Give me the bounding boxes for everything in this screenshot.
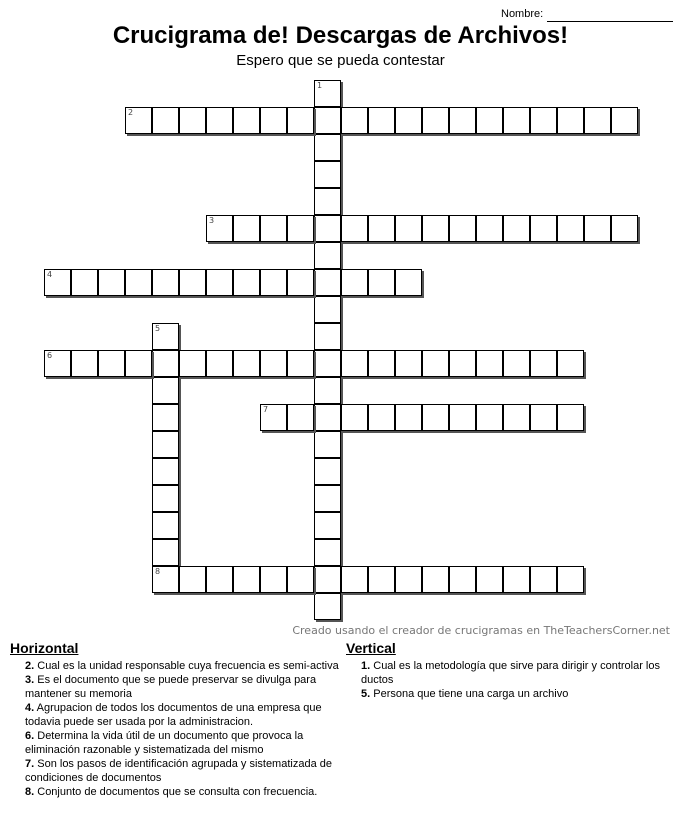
clue-item-text: Cual es la metodología que sirve para dirigir y controlar los ductos	[361, 660, 660, 686]
clue-item	[10, 673, 340, 701]
crossword-cell[interactable]	[314, 350, 341, 377]
crossword-cell[interactable]	[395, 269, 422, 296]
crossword-cell[interactable]	[125, 269, 152, 296]
crossword-cell[interactable]	[152, 431, 179, 458]
crossword-cell[interactable]	[260, 404, 287, 431]
crossword-cell[interactable]	[314, 431, 341, 458]
crossword-cell[interactable]	[287, 566, 314, 593]
crossword-cell[interactable]	[152, 107, 179, 134]
crossword-cell[interactable]	[260, 350, 287, 377]
crossword-cell[interactable]	[503, 350, 530, 377]
crossword-cell[interactable]	[449, 404, 476, 431]
clue-item-text: Agrupacion de todos los documentos de una empresa que todavia puede ser usada por la administracion.	[25, 702, 322, 728]
clue-item-text: Son los pasos de identificación agrupada y sistematizada de condiciones de documentos	[25, 758, 332, 784]
crossword-cell[interactable]	[314, 215, 341, 242]
crossword-cell[interactable]	[341, 566, 368, 593]
crossword-cell[interactable]	[395, 404, 422, 431]
crossword-cell[interactable]	[152, 404, 179, 431]
crossword-cell[interactable]	[530, 566, 557, 593]
crossword-cell[interactable]	[368, 107, 395, 134]
crossword-cell[interactable]	[287, 350, 314, 377]
crossword-cell[interactable]	[314, 593, 341, 620]
crossword-cell[interactable]	[314, 485, 341, 512]
clue-number: 4	[47, 270, 53, 279]
credit-text: Creado usando el creador de crucigramas en TheTeachersCorner.net	[292, 624, 670, 637]
crossword-cell[interactable]	[314, 539, 341, 566]
clue-item-number: 2.	[25, 660, 35, 672]
crossword-cell[interactable]	[341, 215, 368, 242]
crossword-cell[interactable]	[260, 107, 287, 134]
clue-item-number: 4.	[25, 702, 35, 714]
crossword-cell[interactable]	[476, 107, 503, 134]
crossword-cell[interactable]	[314, 134, 341, 161]
crossword-cell[interactable]	[152, 377, 179, 404]
down-heading: Vertical	[346, 640, 396, 656]
crossword-cell[interactable]	[530, 107, 557, 134]
clue-item	[10, 659, 340, 673]
crossword-cell[interactable]	[611, 215, 638, 242]
crossword-cell[interactable]	[152, 566, 179, 593]
crossword-cell[interactable]	[368, 404, 395, 431]
crossword-cell[interactable]	[125, 350, 152, 377]
crossword-cell[interactable]	[314, 296, 341, 323]
crossword-cell[interactable]	[260, 269, 287, 296]
crossword-cell[interactable]	[530, 404, 557, 431]
crossword-cell[interactable]	[152, 269, 179, 296]
crossword-cell[interactable]	[314, 269, 341, 296]
clue-item-number: 6.	[25, 730, 35, 742]
clue-number: 6	[47, 351, 53, 360]
crossword-cell[interactable]	[503, 404, 530, 431]
clue-number: 8	[155, 567, 161, 576]
crossword-cell[interactable]	[530, 350, 557, 377]
crossword-cell[interactable]	[314, 188, 341, 215]
crossword-cell[interactable]	[476, 215, 503, 242]
crossword-cell[interactable]	[314, 242, 341, 269]
crossword-cell[interactable]	[152, 512, 179, 539]
crossword-cell[interactable]	[584, 107, 611, 134]
crossword-cell[interactable]	[503, 215, 530, 242]
crossword-cell[interactable]	[125, 107, 152, 134]
across-heading: Horizontal	[10, 640, 79, 656]
crossword-cell[interactable]	[44, 350, 71, 377]
crossword-cell[interactable]	[476, 566, 503, 593]
crossword-cell[interactable]	[584, 215, 611, 242]
clue-item-number: 7.	[25, 758, 35, 770]
clue-item-text: Persona que tiene una carga un archivo	[370, 688, 569, 700]
clue-item-text: Es el documento que se puede preservar se divulga para mantener su memoria	[25, 674, 317, 700]
clue-item-text: Conjunto de documentos que se consulta con frecuencia.	[34, 786, 318, 798]
crossword-cell[interactable]	[422, 215, 449, 242]
crossword-cell[interactable]	[314, 323, 341, 350]
crossword-cell[interactable]	[179, 566, 206, 593]
clue-item	[10, 701, 340, 729]
crossword-cell[interactable]	[233, 350, 260, 377]
name-label: Nombre:	[501, 8, 544, 20]
crossword-cell[interactable]	[287, 107, 314, 134]
crossword-cell[interactable]	[557, 107, 584, 134]
clue-number: 3	[209, 216, 215, 225]
down-clue-list	[346, 659, 676, 701]
crossword-cell[interactable]	[152, 458, 179, 485]
crossword-cell[interactable]	[368, 350, 395, 377]
crossword-cell[interactable]	[368, 215, 395, 242]
crossword-cell[interactable]	[422, 404, 449, 431]
across-clues	[10, 640, 340, 799]
crossword-cell[interactable]	[260, 566, 287, 593]
crossword-cell[interactable]	[287, 215, 314, 242]
clue-item	[346, 659, 676, 687]
crossword-cell[interactable]	[206, 269, 233, 296]
page-title: Crucigrama de! Descargas de Archivos!	[112, 22, 569, 49]
clue-item-number: 5.	[361, 688, 371, 700]
crossword-cell[interactable]	[368, 566, 395, 593]
crossword-cell[interactable]	[422, 350, 449, 377]
crossword-cell[interactable]	[233, 566, 260, 593]
clue-item-text: Determina la vida útil de un documento que provoca la eliminación razonable y sistematizada del mismo	[25, 730, 304, 756]
clue-number: 2	[128, 108, 134, 117]
crossword-cell[interactable]	[422, 566, 449, 593]
clue-item-number: 1.	[361, 660, 371, 672]
crossword-cell[interactable]	[179, 107, 206, 134]
crossword-cell[interactable]	[260, 215, 287, 242]
crossword-cell[interactable]	[611, 107, 638, 134]
crossword-cell[interactable]	[152, 323, 179, 350]
crossword-cell[interactable]	[395, 566, 422, 593]
crossword-cell[interactable]	[206, 350, 233, 377]
crossword-cell[interactable]	[179, 269, 206, 296]
clue-number: 7	[263, 405, 269, 414]
clue-number: 1	[317, 81, 323, 90]
crossword-cell[interactable]	[449, 566, 476, 593]
crossword-cell[interactable]	[395, 350, 422, 377]
clue-number: 5	[155, 324, 161, 333]
across-clue-list	[10, 659, 340, 799]
crossword-cell[interactable]	[98, 350, 125, 377]
clue-item	[10, 757, 340, 785]
crossword-cell[interactable]	[449, 350, 476, 377]
crossword-cell[interactable]	[314, 404, 341, 431]
crossword-cell[interactable]	[206, 566, 233, 593]
crossword-cell[interactable]	[557, 404, 584, 431]
crossword-cell[interactable]	[557, 350, 584, 377]
crossword-cell[interactable]	[449, 215, 476, 242]
crossword-cell[interactable]	[287, 404, 314, 431]
crossword-cell[interactable]	[287, 269, 314, 296]
crossword-cell[interactable]	[395, 215, 422, 242]
crossword-cell[interactable]	[233, 215, 260, 242]
crossword-cell[interactable]	[71, 350, 98, 377]
crossword-cell[interactable]	[314, 80, 341, 107]
crossword-cell[interactable]	[395, 107, 422, 134]
crossword-cell[interactable]	[152, 539, 179, 566]
crossword-cell[interactable]	[341, 107, 368, 134]
crossword-cell[interactable]	[152, 485, 179, 512]
crossword-cell[interactable]	[71, 269, 98, 296]
crossword-cell[interactable]	[476, 350, 503, 377]
crossword-cell[interactable]	[98, 269, 125, 296]
crossword-cell[interactable]	[341, 350, 368, 377]
crossword-cell[interactable]	[530, 215, 557, 242]
crossword-cell[interactable]	[503, 566, 530, 593]
crossword-cell[interactable]	[341, 269, 368, 296]
crossword-cell[interactable]	[449, 107, 476, 134]
down-clues	[346, 640, 676, 701]
clue-item-number: 8.	[25, 786, 35, 798]
crossword-cell[interactable]	[557, 566, 584, 593]
crossword-cell[interactable]	[179, 350, 206, 377]
page-subtitle: Espero que se pueda contestar	[236, 52, 445, 69]
crossword-cell[interactable]	[368, 269, 395, 296]
crossword-cell[interactable]	[44, 269, 71, 296]
crossword-cell[interactable]	[314, 107, 341, 134]
crossword-cell[interactable]	[557, 215, 584, 242]
crossword-cell[interactable]	[233, 269, 260, 296]
crossword-cell[interactable]	[314, 377, 341, 404]
crossword-cell[interactable]	[314, 566, 341, 593]
clue-item	[346, 687, 676, 701]
crossword-cell[interactable]	[152, 350, 179, 377]
crossword-cell[interactable]	[206, 215, 233, 242]
crossword-cell[interactable]	[341, 404, 368, 431]
clue-item	[10, 729, 340, 757]
crossword-cell[interactable]	[314, 512, 341, 539]
crossword-cell[interactable]	[233, 107, 260, 134]
crossword-cell[interactable]	[503, 107, 530, 134]
crossword-cell[interactable]	[476, 404, 503, 431]
crossword-cell[interactable]	[314, 161, 341, 188]
clue-item	[10, 785, 340, 799]
clue-item-text: Cual es la unidad responsable cuya frecuencia es semi-activa	[34, 660, 339, 672]
clue-item-number: 3.	[25, 674, 35, 686]
crossword-cell[interactable]	[314, 458, 341, 485]
crossword-cell[interactable]	[206, 107, 233, 134]
crossword-cell[interactable]	[422, 107, 449, 134]
